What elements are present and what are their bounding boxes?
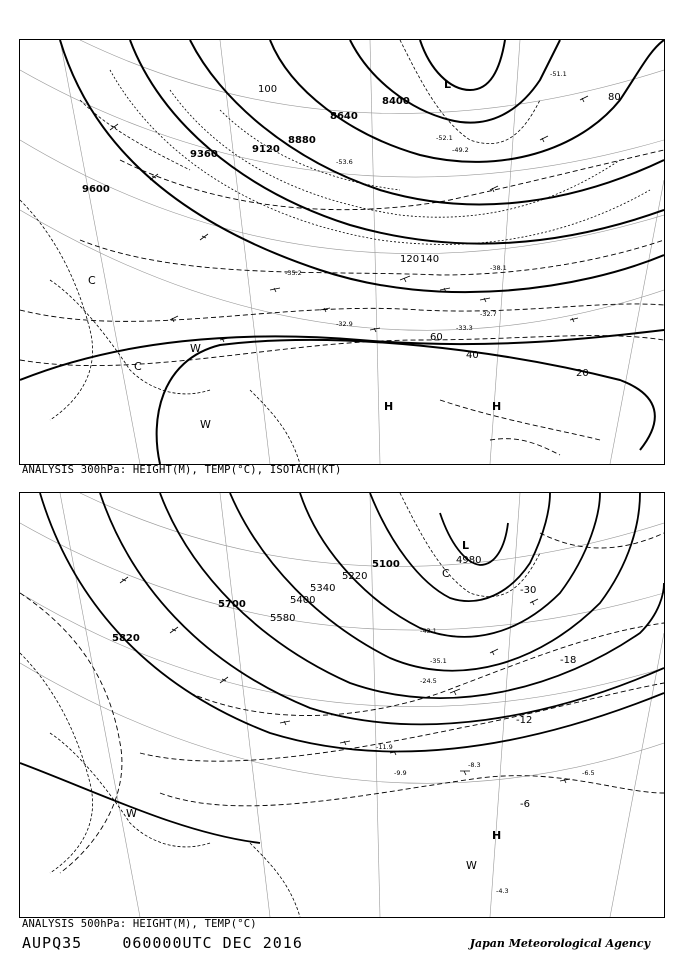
temp-label: -52.1 <box>436 134 453 142</box>
height-label: 5580 <box>270 613 296 624</box>
high-pressure-center: H <box>384 400 394 413</box>
graticule <box>20 40 664 464</box>
product-id: AUPQ35 <box>22 934 83 952</box>
height-label: 8400 <box>382 96 410 107</box>
low-pressure-center: L <box>444 78 452 91</box>
height-label: 5400 <box>290 595 316 606</box>
temp-label: -9.9 <box>394 769 407 777</box>
warm-center: W <box>190 342 201 355</box>
temp-label: -8.3 <box>468 761 481 769</box>
temp-label: -53.6 <box>336 158 353 166</box>
warm-center: W <box>200 418 211 431</box>
map-500hpa-canvas <box>20 493 664 917</box>
temp-label: -32.9 <box>336 320 353 328</box>
warm-center: W <box>126 807 137 820</box>
height-label: 8640 <box>330 111 358 122</box>
height-label: 5700 <box>218 599 246 610</box>
temp-label: -43.1 <box>420 627 437 635</box>
panel-300-caption: ANALYSIS 300hPa: HEIGHT(M), TEMP(°C), ISOTACH(KT) <box>22 464 342 476</box>
temp-label: -11.9 <box>376 743 393 751</box>
height-label: 8880 <box>288 135 316 146</box>
isotherm-label: -12 <box>516 715 533 726</box>
isotach-label: 20 <box>576 368 589 379</box>
temp-label: -38.1 <box>490 264 507 272</box>
wind-barbs <box>110 96 588 342</box>
cold-center: C <box>88 274 96 287</box>
temp-label: -49.2 <box>452 146 469 154</box>
isotherm-label: -30 <box>520 585 537 596</box>
height-label: 5220 <box>342 571 368 582</box>
isotach-label: 60 <box>430 332 443 343</box>
height-label: 5340 <box>310 583 336 594</box>
product-header <box>22 934 303 952</box>
temp-label: -24.5 <box>420 677 437 685</box>
height-label: 9600 <box>82 184 110 195</box>
isotach-label: 80 <box>608 92 621 103</box>
temp-label: -35.1 <box>430 657 447 665</box>
height-contours <box>20 493 664 843</box>
warm-center: W <box>466 859 477 872</box>
isotach-label: 140 <box>420 254 440 265</box>
temp-label: -35.2 <box>285 269 302 277</box>
temp-label: -6.5 <box>582 769 595 777</box>
temp-label: -51.1 <box>550 70 567 78</box>
high-pressure-center: H <box>492 829 502 842</box>
cold-center: C <box>442 567 450 580</box>
map-500hpa <box>19 492 665 918</box>
temp-label: -33.3 <box>456 324 473 332</box>
temp-label: -32.7 <box>480 310 497 318</box>
temp-label: -4.3 <box>496 887 509 895</box>
isotherms <box>20 150 664 455</box>
height-label: 5820 <box>112 633 140 644</box>
height-label: 9120 <box>252 144 280 155</box>
height-label: 5100 <box>372 559 400 570</box>
isotherm-label: -6 <box>520 799 530 810</box>
high-pressure-center: H <box>492 400 502 413</box>
map-300hpa-canvas <box>20 40 664 464</box>
map-300hpa <box>19 39 665 465</box>
valid-time: 060000UTC DEC 2016 <box>122 934 303 952</box>
isotherm-label: -18 <box>560 655 577 666</box>
height-contours <box>20 40 664 464</box>
issuer-label: Japan Meteorological Agency <box>469 937 650 950</box>
height-label: 4980 <box>456 555 482 566</box>
low-pressure-center: L <box>462 539 470 552</box>
isotach-label: 100 <box>258 84 278 95</box>
cold-center: C <box>134 360 142 373</box>
height-label: 9360 <box>190 149 218 160</box>
panel-500-caption: ANALYSIS 500hPa: HEIGHT(M), TEMP(°C) <box>22 918 257 930</box>
isotach-label: 40 <box>466 350 479 361</box>
isotach-label: 120 <box>400 254 420 265</box>
